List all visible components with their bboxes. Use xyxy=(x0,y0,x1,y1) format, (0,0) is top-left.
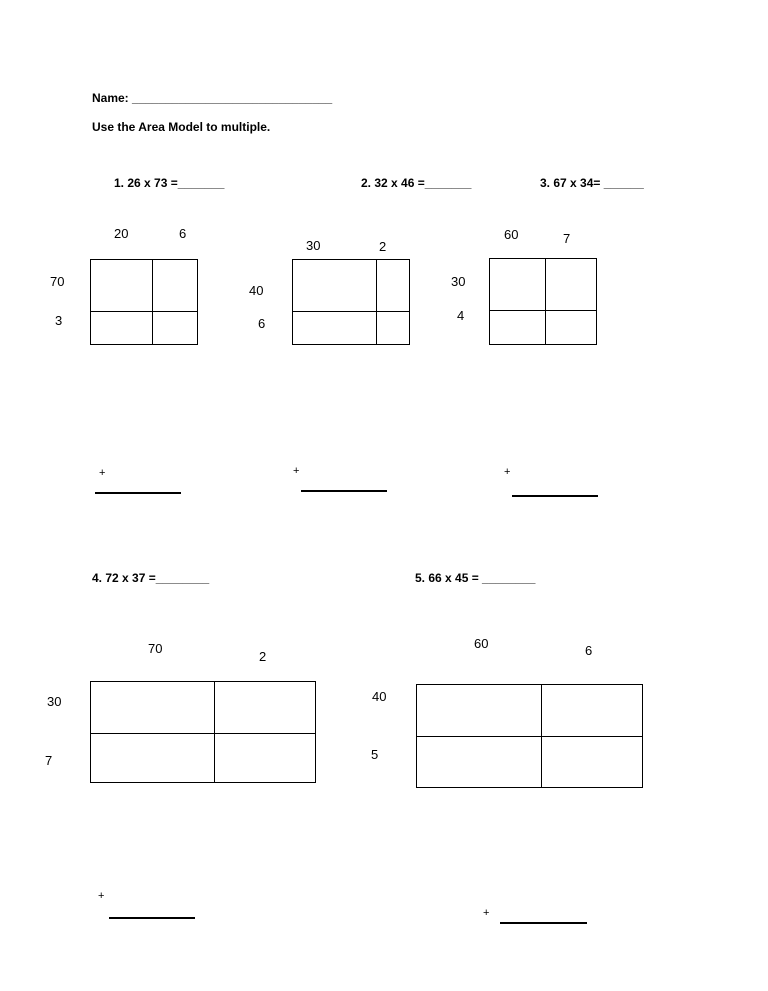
problem-2-answer-line[interactable] xyxy=(301,490,387,492)
grid-divider-horizontal xyxy=(91,311,197,312)
problem-2-side-label-1: 40 xyxy=(249,283,264,298)
problem-1-top-label-1: 20 xyxy=(114,226,129,241)
problem-4-plus-sign: + xyxy=(98,890,105,902)
problem-3-area-grid xyxy=(489,258,597,345)
problem-2-area-grid xyxy=(292,259,410,345)
problem-3-side-label-1: 30 xyxy=(451,274,466,289)
problem-4-side-label-1: 30 xyxy=(47,694,62,709)
problem-5-answer-line[interactable] xyxy=(500,922,587,924)
problem-4-top-label-1: 70 xyxy=(148,641,163,656)
problem-1-answer-line[interactable] xyxy=(95,492,181,494)
problem-5-plus-sign: + xyxy=(483,907,490,919)
problem-1-top-label-2: 6 xyxy=(179,226,187,241)
problem-1-side-label-2: 3 xyxy=(55,313,63,328)
problem-3-top-label-1: 60 xyxy=(504,227,519,242)
problem-5-side-label-2: 5 xyxy=(371,747,379,762)
problem-1-label: 1. 26 x 73 =_______ xyxy=(114,176,225,190)
grid-divider-horizontal xyxy=(417,736,642,737)
problem-4-area-grid xyxy=(90,681,316,783)
instructions: Use the Area Model to multiple. xyxy=(92,120,271,134)
problem-3-label: 3. 67 x 34= ______ xyxy=(540,176,644,190)
problem-5-top-label-2: 6 xyxy=(585,643,593,658)
problem-3-side-label-2: 4 xyxy=(457,308,465,323)
problem-4-top-label-2: 2 xyxy=(259,649,267,664)
grid-divider-vertical xyxy=(376,260,377,344)
problem-5-top-label-1: 60 xyxy=(474,636,489,651)
problem-3-top-label-2: 7 xyxy=(563,231,571,246)
grid-divider-horizontal xyxy=(490,310,596,311)
problem-2-plus-sign: + xyxy=(293,465,300,477)
grid-divider-vertical xyxy=(214,682,215,782)
problem-4-answer-line[interactable] xyxy=(109,917,195,919)
problem-2-side-label-2: 6 xyxy=(258,316,266,331)
problem-5-side-label-1: 40 xyxy=(372,689,387,704)
problem-2-label: 2. 32 x 46 =_______ xyxy=(361,176,472,190)
problem-5-label: 5. 66 x 45 = ________ xyxy=(415,571,536,585)
problem-2-top-label-1: 30 xyxy=(306,238,321,253)
grid-divider-vertical xyxy=(545,259,546,344)
problem-4-side-label-2: 7 xyxy=(45,753,53,768)
problem-1-area-grid xyxy=(90,259,198,345)
grid-divider-horizontal xyxy=(91,733,315,734)
problem-3-answer-line[interactable] xyxy=(512,495,598,497)
problem-4-label: 4. 72 x 37 =________ xyxy=(92,571,210,585)
name-field-label: Name: ______________________________ xyxy=(92,91,333,105)
problem-1-plus-sign: + xyxy=(99,467,106,479)
problem-3-plus-sign: + xyxy=(504,466,511,478)
problem-1-side-label-1: 70 xyxy=(50,274,65,289)
grid-divider-vertical xyxy=(152,260,153,344)
problem-2-top-label-2: 2 xyxy=(379,239,387,254)
problem-5-area-grid xyxy=(416,684,643,788)
grid-divider-horizontal xyxy=(293,311,409,312)
